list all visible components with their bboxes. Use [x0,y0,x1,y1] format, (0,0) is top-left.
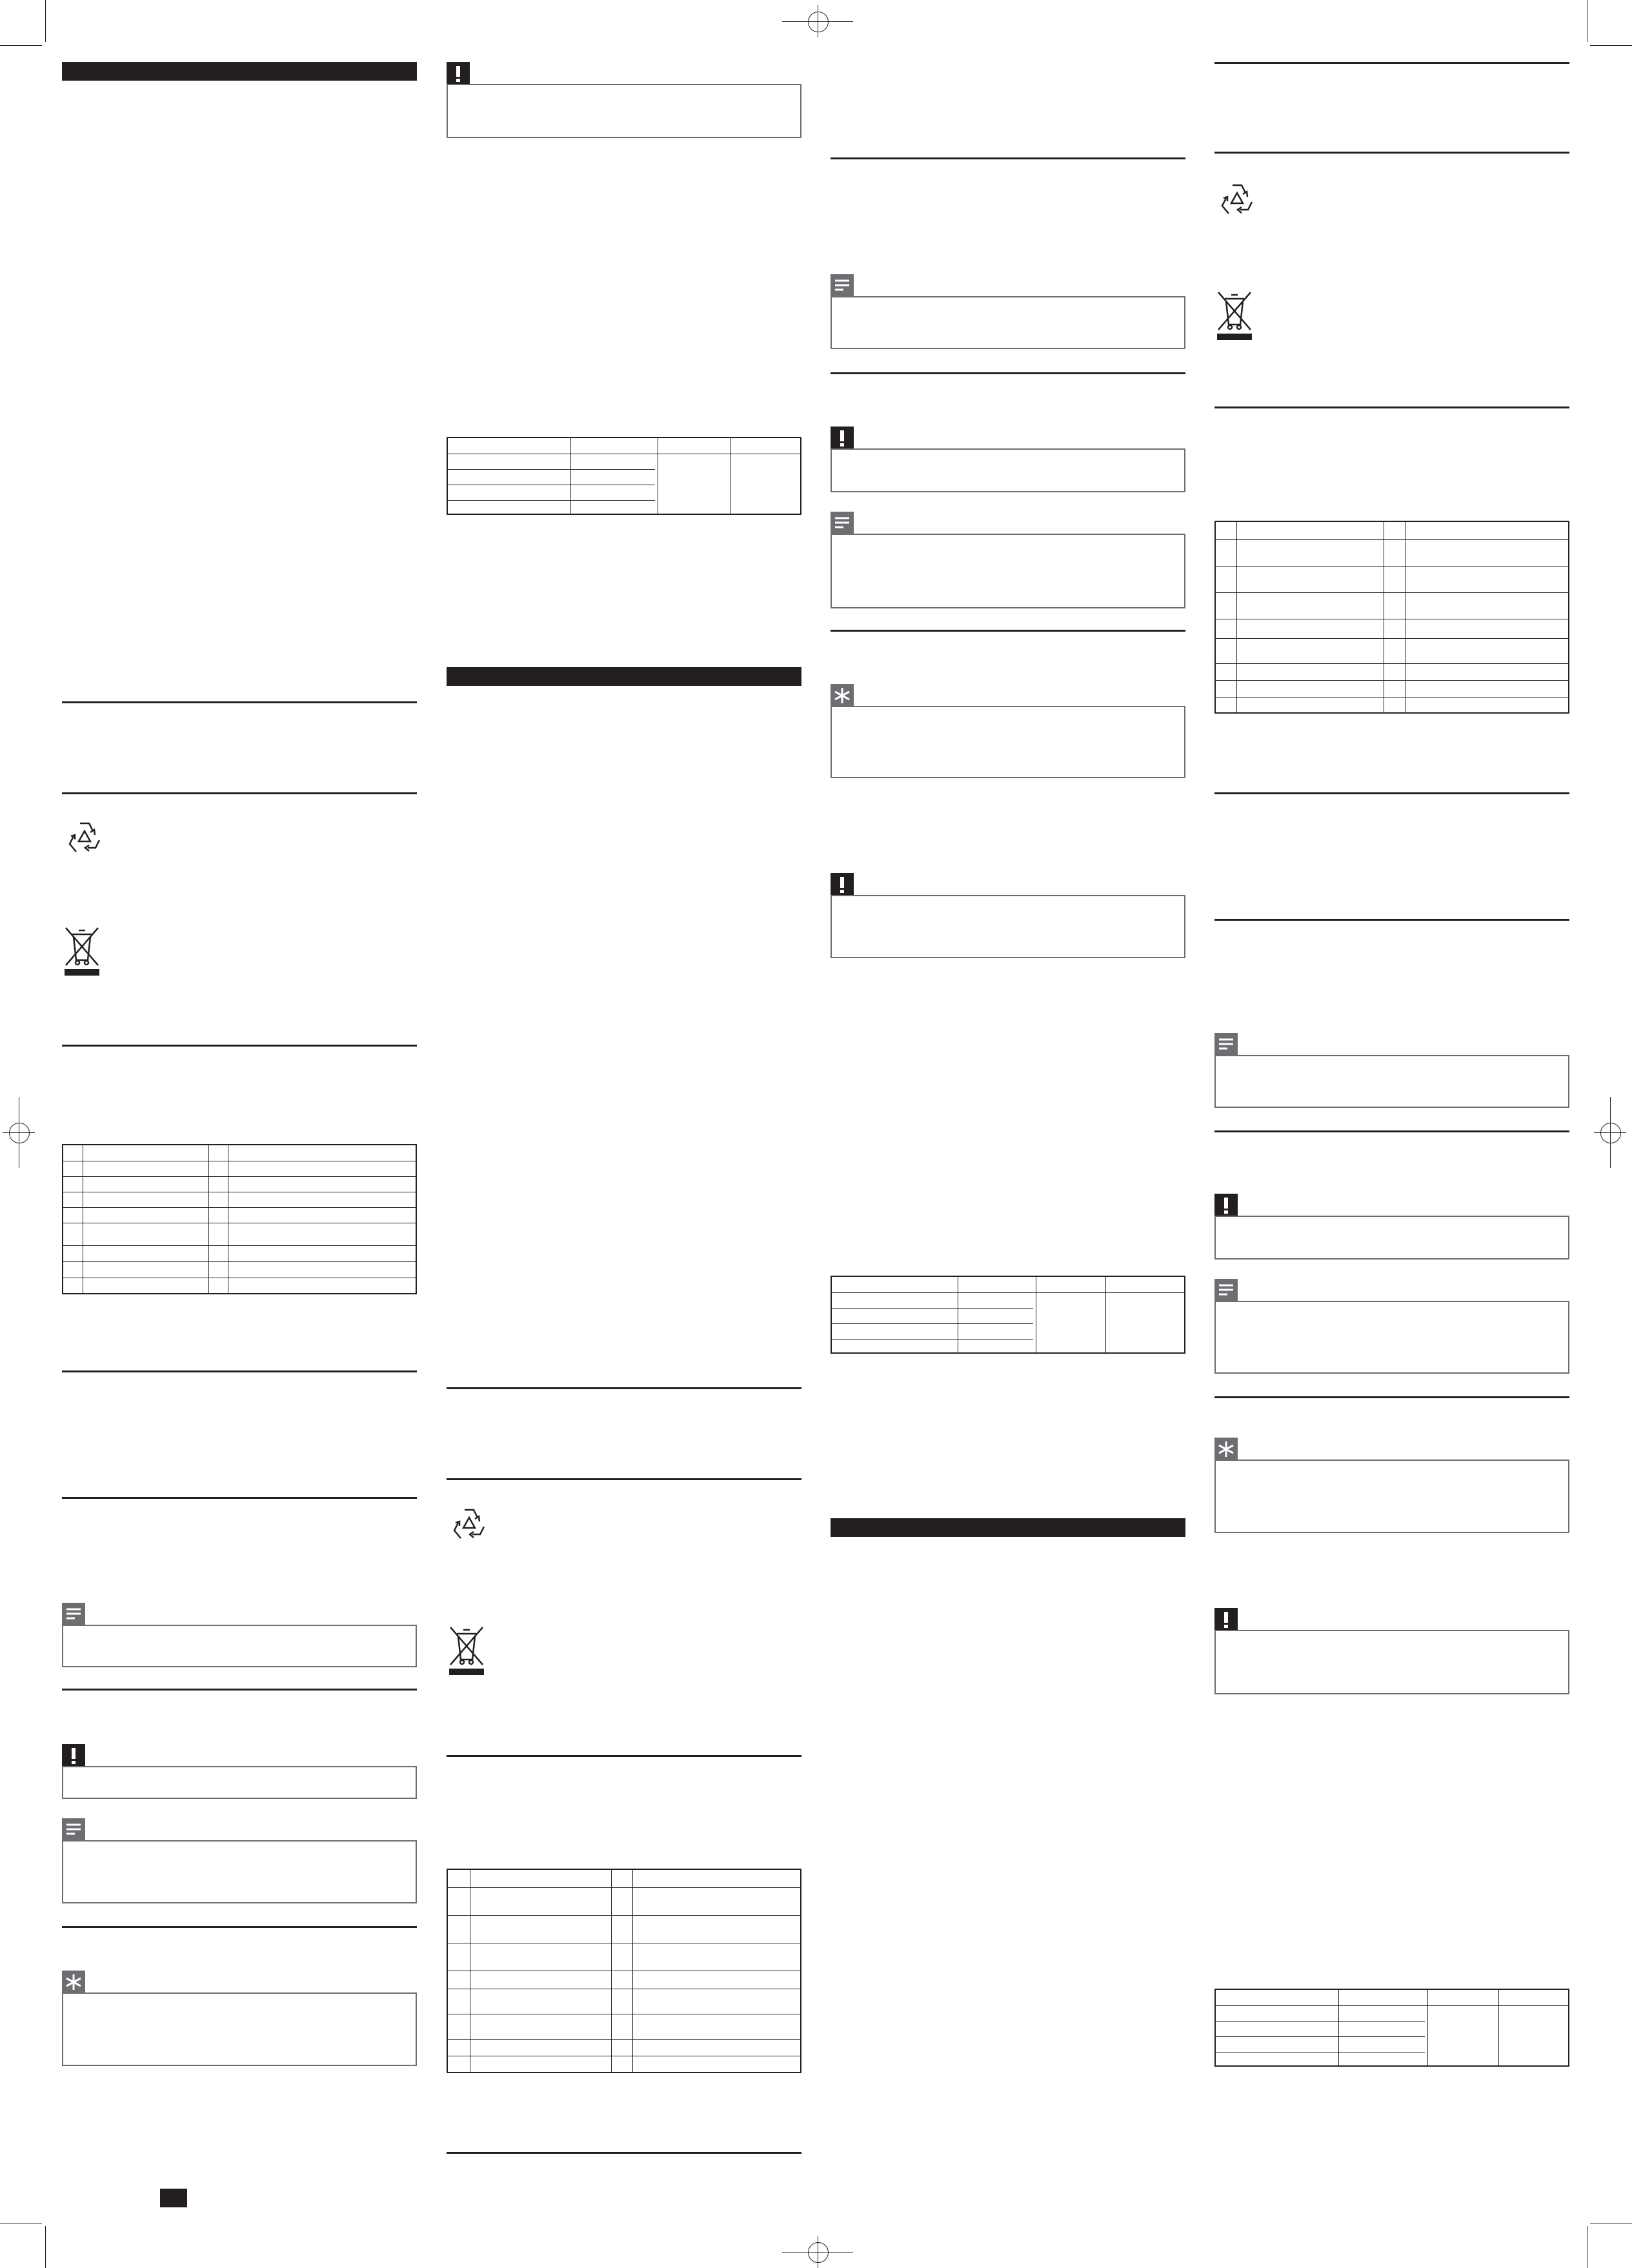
tip-box [1214,1460,1569,1533]
asterisk-icon [62,1971,85,1994]
tip-box [62,1992,417,2066]
note-box [831,534,1185,608]
section-rule [447,1755,801,1757]
section-rule [1214,406,1569,408]
exclamation-icon [831,873,854,896]
compatibility-table [1214,1989,1569,2067]
section-rule [62,1370,417,1372]
recycle-icon [448,1505,490,1547]
section-rule [831,157,1185,159]
note-box [1214,1301,1569,1374]
recycle-icon [1216,180,1258,223]
section-rule [62,701,417,703]
section-rule [62,1045,417,1047]
section-rule [62,1497,417,1499]
section-rule [1214,1130,1569,1132]
section-rule [62,1926,417,1928]
section-heading-bar [447,667,801,686]
compatibility-table [831,1276,1185,1354]
note-lines-icon [1214,1279,1238,1302]
section-rule [62,792,417,794]
warning-box [1214,1216,1569,1259]
section-rule [1214,152,1569,154]
section-rule [1214,919,1569,921]
note-lines-icon [62,1603,85,1626]
exclamation-icon [1214,1194,1238,1217]
page-number-tab [160,2189,187,2207]
registration-mark-icon [782,2236,853,2268]
warning-box [1214,1630,1569,1694]
registration-mark-icon [782,5,853,37]
exclamation-icon [447,62,470,85]
spec-table [1214,521,1569,714]
note-lines-icon [831,512,854,535]
registration-mark-icon [3,1097,35,1168]
section-heading-bar [831,1518,1185,1537]
warning-box [62,1766,417,1799]
exclamation-icon [831,427,854,450]
crossed-out-bin-icon [62,923,102,978]
recycle-icon [63,818,106,861]
section-rule [1214,1396,1569,1398]
crossed-out-bin-icon [447,1622,487,1677]
exclamation-icon [62,1744,85,1767]
spec-table [62,1144,417,1294]
note-lines-icon [62,1818,85,1841]
section-rule [1214,62,1569,64]
registration-mark-icon [1594,1097,1626,1168]
section-rule [447,1478,801,1480]
note-box [1214,1055,1569,1108]
warning-box [831,895,1185,958]
tip-box [831,706,1185,778]
section-rule [62,1689,417,1691]
note-lines-icon [1214,1033,1238,1056]
asterisk-icon [831,684,854,707]
section-rule [447,1387,801,1389]
note-lines-icon [831,274,854,297]
note-box [62,1840,417,1903]
section-heading-bar [62,62,417,81]
warning-box [831,448,1185,492]
section-rule [1214,792,1569,794]
compatibility-table [447,437,801,515]
exclamation-icon [1214,1608,1238,1631]
asterisk-icon [1214,1438,1238,1461]
crossed-out-bin-icon [1214,287,1254,342]
spec-table [447,1869,801,2073]
section-rule [831,630,1185,632]
section-rule [447,2152,801,2154]
section-rule [831,372,1185,374]
warning-box [447,84,801,138]
note-box [831,296,1185,349]
note-box [62,1625,417,1667]
